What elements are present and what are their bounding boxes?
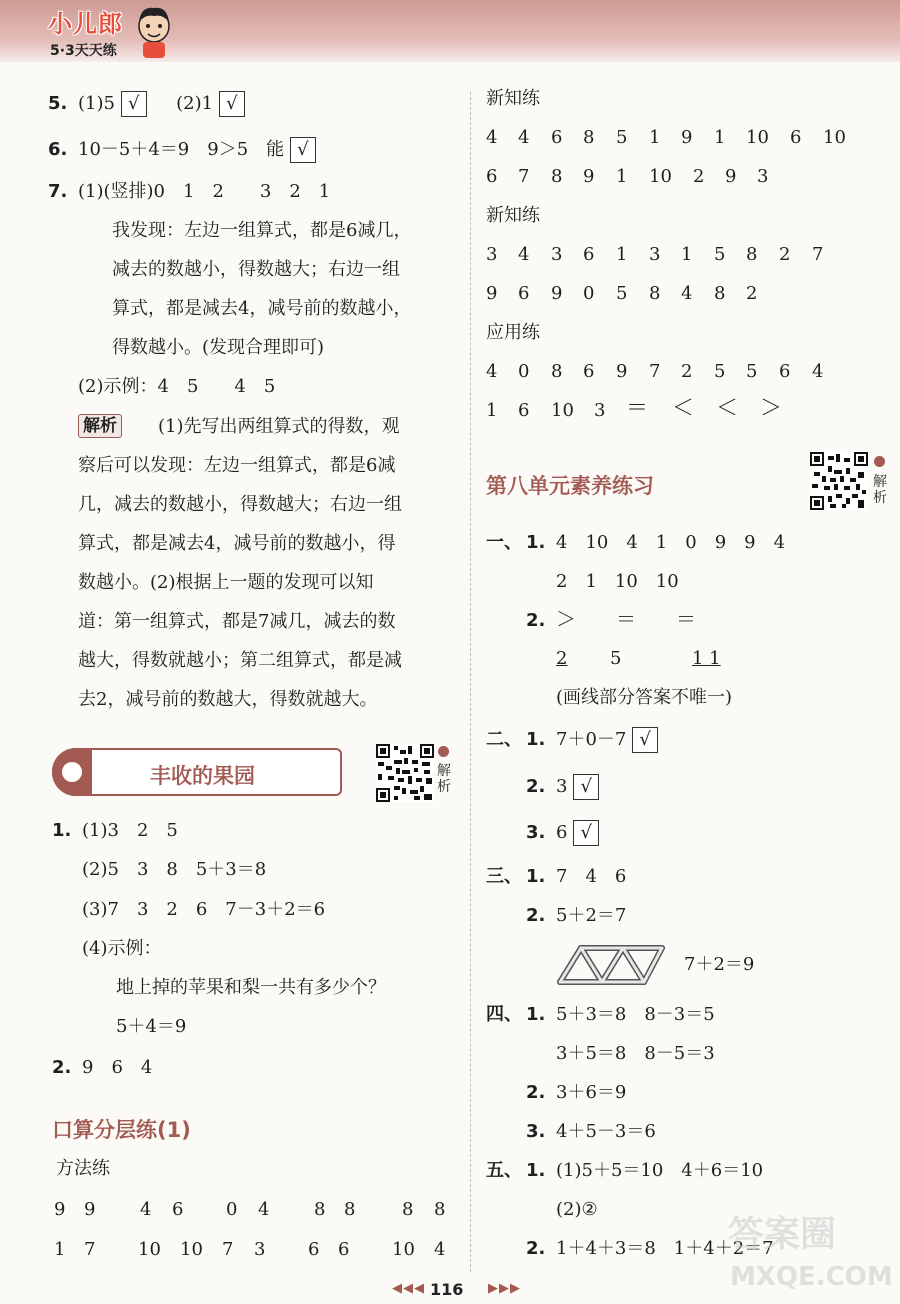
oral-section-title: 口算分层练(1) bbox=[52, 1118, 191, 1142]
apply-cell: 0 bbox=[518, 361, 530, 382]
newknow1-cell: 1 bbox=[714, 127, 726, 148]
s4-label: 四、 bbox=[486, 1004, 522, 1025]
harvest-q2-answer: 9 6 4 bbox=[82, 1057, 153, 1078]
analysis-line: 去2，减号前的数越大，得数就越大。 bbox=[78, 689, 378, 710]
newknow2-title: 新知练 bbox=[486, 205, 540, 226]
apply-cell: 6 bbox=[779, 361, 791, 382]
newknow1-cell: 4 bbox=[486, 127, 498, 148]
harvest-line: (3)7 3 2 6 7－3＋2＝6 bbox=[82, 899, 326, 920]
newknow2-cell: 7 bbox=[812, 244, 824, 265]
q5-part1: (1)5 bbox=[78, 93, 115, 114]
oral-cell: 7 bbox=[222, 1239, 234, 1260]
q7-part1: (1)(竖排)0 1 2 3 2 1 bbox=[78, 181, 331, 202]
watermark-text: 答案圈 bbox=[728, 1214, 837, 1255]
s1-q1-number: 1. bbox=[526, 532, 546, 553]
s3-q2-new-equation: 7＋2＝9 bbox=[684, 954, 755, 975]
newknow1-cell: 8 bbox=[551, 166, 563, 187]
newknow1-cell: 10 bbox=[823, 127, 846, 148]
apply-cell: ＜ bbox=[672, 396, 695, 421]
s2-q2-text: 3 bbox=[556, 776, 568, 797]
s4-q3-number: 3. bbox=[526, 1121, 546, 1142]
analysis-line: (1)先写出两组算式的得数，观 bbox=[158, 416, 400, 437]
newknow2-cell: 3 bbox=[486, 244, 498, 265]
q7-discover-line: 得数越小。(发现合理即可) bbox=[112, 337, 325, 358]
newknow1-cell: 10 bbox=[746, 127, 769, 148]
newknow2-cell: 4 bbox=[681, 283, 693, 304]
s2-q3-number: 3. bbox=[526, 822, 546, 843]
s2-label: 二、 bbox=[486, 729, 522, 750]
oral-subtitle: 方法练 bbox=[56, 1158, 110, 1179]
apply-cell: 9 bbox=[616, 361, 628, 382]
apply-cell: ＜ bbox=[716, 396, 739, 421]
newknow2-cell: 1 bbox=[616, 244, 628, 265]
s4-q1-line: 3＋5＝8 8－5＝3 bbox=[556, 1043, 715, 1064]
analysis-line: 数越小。(2)根据上一题的发现可以知 bbox=[78, 572, 374, 593]
s2-q2-number: 2. bbox=[526, 776, 546, 797]
s4-q1-line: 5＋3＝8 8－3＝5 bbox=[556, 1004, 715, 1025]
banner-dot-icon bbox=[62, 762, 82, 782]
s3-q2-answer: 5＋2＝7 bbox=[556, 905, 627, 926]
check-box: √ bbox=[632, 727, 658, 753]
apply-cell: 10 bbox=[551, 400, 574, 421]
oral-cell: 4 bbox=[434, 1239, 446, 1260]
apply-cell: 5 bbox=[714, 361, 726, 382]
harvest-q2-number: 2. bbox=[52, 1057, 72, 1078]
apply-cell: 6 bbox=[583, 361, 595, 382]
newknow1-cell: 9 bbox=[725, 166, 737, 187]
newknow2-cell: 4 bbox=[518, 244, 530, 265]
q7-number: 7. bbox=[48, 181, 68, 202]
harvest-example-answer: 5＋4＝9 bbox=[116, 1016, 187, 1037]
oral-cell: 9 bbox=[84, 1199, 96, 1220]
newknow1-cell: 9 bbox=[681, 127, 693, 148]
analysis-line: 道：第一组算式，都是7减几，减去的数 bbox=[78, 611, 396, 632]
s1-q2-answer: 2 bbox=[556, 648, 568, 669]
newknow2-cell: 5 bbox=[714, 244, 726, 265]
brand-logo: 小儿郎 bbox=[48, 10, 123, 38]
q7-discover-line: 减去的数越小，得数越大；右边一组 bbox=[112, 259, 400, 280]
newknow2-cell: 1 bbox=[681, 244, 693, 265]
s1-q2-line: ＞ ＝ ＝ bbox=[556, 607, 696, 631]
apply-cell: 4 bbox=[812, 361, 824, 382]
newknow2-cell: 8 bbox=[649, 283, 661, 304]
newknow1-cell: 10 bbox=[649, 166, 672, 187]
newknow2-cell: 3 bbox=[649, 244, 661, 265]
play-icon bbox=[874, 456, 885, 467]
s1-q2-note: (画线部分答案不唯一) bbox=[556, 687, 733, 708]
analysis-line: 越大，得数就越小；第二组算式，都是减 bbox=[78, 650, 402, 671]
oral-cell: 6 bbox=[172, 1199, 184, 1220]
harvest-example-question: 地上掉的苹果和梨一共有多少个？ bbox=[116, 977, 386, 998]
newknow1-cell: 8 bbox=[583, 127, 595, 148]
q6-answer bbox=[78, 137, 316, 163]
s3-q1-answer: 7 4 6 bbox=[556, 866, 627, 887]
harvest-line: (2)5 3 8 5＋3＝8 bbox=[82, 859, 267, 880]
apply-cell: 7 bbox=[649, 361, 661, 382]
apply-cell: 3 bbox=[594, 400, 606, 421]
check-box: √ bbox=[219, 91, 245, 117]
s5-q2-number: 2. bbox=[526, 1238, 546, 1259]
play-icon bbox=[438, 746, 449, 757]
s1-q2-number: 2. bbox=[526, 610, 546, 631]
analysis-line: 算式，都是减去4，减号前的数越小，得 bbox=[78, 533, 396, 554]
q7-discover-line: 算式，都是减去4，减号前的数越小， bbox=[112, 298, 412, 319]
q5-part2: (2)1 bbox=[176, 93, 214, 114]
s2-q1-text: 7＋0－7 bbox=[556, 729, 627, 750]
analysis-line: 察后可以发现：左边一组算式，都是6减 bbox=[78, 455, 396, 476]
newknow2-cell: 6 bbox=[518, 283, 530, 304]
check-box: √ bbox=[573, 774, 599, 800]
s1-q1-line: 4 10 4 1 0 9 9 4 bbox=[556, 532, 786, 553]
apply-cell: ＞ bbox=[760, 396, 783, 421]
matchstick-triangles-icon bbox=[552, 942, 670, 988]
s4-q3-answer: 4＋5－3＝6 bbox=[556, 1121, 656, 1142]
s4-q2-answer: 3＋6＝9 bbox=[556, 1082, 627, 1103]
harvest-line: (1)3 2 5 bbox=[82, 820, 178, 841]
s2-q1-number: 1. bbox=[526, 729, 546, 750]
oral-cell: 8 bbox=[314, 1199, 326, 1220]
apply-title: 应用练 bbox=[486, 322, 540, 343]
newknow1-cell: 1 bbox=[649, 127, 661, 148]
oral-cell: 8 bbox=[434, 1199, 446, 1220]
s5-q2-answer: 1＋4＋3＝8 1＋4＋2＝7 bbox=[556, 1238, 774, 1259]
newknow2-cell: 5 bbox=[616, 283, 628, 304]
apply-cell: 4 bbox=[486, 361, 498, 382]
mascot-icon bbox=[133, 4, 175, 60]
analysis-line: 几，减去的数越小，得数越大；右边一组 bbox=[78, 494, 402, 515]
s2-q3-answer bbox=[556, 820, 599, 846]
oral-cell: 4 bbox=[140, 1199, 152, 1220]
s1-q2-answer: 5 bbox=[610, 648, 622, 669]
s4-q1-number: 1. bbox=[526, 1004, 546, 1025]
s5-q1-line: (2)② bbox=[556, 1199, 598, 1220]
newknow2-cell: 2 bbox=[779, 244, 791, 265]
q7-discover-line: 我发现：左边一组算式，都是6减几， bbox=[112, 220, 412, 241]
q6-text: 10－5＋4＝9 9＞5 能 bbox=[78, 139, 285, 160]
q5-number: 5. bbox=[48, 93, 68, 114]
newknow2-cell: 9 bbox=[486, 283, 498, 304]
qr-code-icon[interactable] bbox=[376, 744, 434, 802]
newknow1-cell: 6 bbox=[486, 166, 498, 187]
apply-cell: 5 bbox=[746, 361, 758, 382]
analysis-tag: 解析 bbox=[78, 414, 122, 438]
s3-label: 三、 bbox=[486, 866, 522, 887]
newknow1-cell: 9 bbox=[583, 166, 595, 187]
oral-cell: 3 bbox=[254, 1239, 266, 1260]
newknow2-cell: 0 bbox=[583, 283, 595, 304]
s1-q2-answer: 1 1 bbox=[692, 648, 721, 669]
oral-cell: 6 bbox=[308, 1239, 320, 1260]
column-divider bbox=[470, 92, 471, 1272]
s2-q2-answer bbox=[556, 774, 599, 800]
apply-cell: 6 bbox=[518, 400, 530, 421]
newknow2-cell: 2 bbox=[746, 283, 758, 304]
oral-cell: 9 bbox=[54, 1199, 66, 1220]
check-box: √ bbox=[573, 820, 599, 846]
s4-q2-number: 2. bbox=[526, 1082, 546, 1103]
newknow2-cell: 6 bbox=[583, 244, 595, 265]
apply-cell: 2 bbox=[681, 361, 693, 382]
apply-cell: 8 bbox=[551, 361, 563, 382]
next-arrows-icon: ▶▶▶ bbox=[488, 1281, 521, 1296]
oral-cell: 4 bbox=[258, 1199, 270, 1220]
oral-cell: 1 bbox=[54, 1239, 66, 1260]
newknow2-cell: 8 bbox=[746, 244, 758, 265]
s2-q1-answer bbox=[556, 727, 658, 753]
qr-code-icon[interactable] bbox=[810, 452, 868, 510]
page-number: 116 bbox=[430, 1280, 464, 1299]
oral-cell: 0 bbox=[226, 1199, 238, 1220]
watermark-url: MXQE.COM bbox=[730, 1262, 893, 1292]
banner-title: 丰收的果园 bbox=[150, 764, 255, 788]
newknow2-cell: 8 bbox=[714, 283, 726, 304]
series-name: 5·3天天练 bbox=[50, 43, 117, 59]
oral-cell: 8 bbox=[402, 1199, 414, 1220]
unit-title: 第八单元素养练习 bbox=[486, 474, 654, 498]
newknow1-cell: 2 bbox=[693, 166, 705, 187]
newknow1-cell: 3 bbox=[757, 166, 769, 187]
newknow1-title: 新知练 bbox=[486, 88, 540, 109]
s3-q2-number: 2. bbox=[526, 905, 546, 926]
newknow1-cell: 6 bbox=[790, 127, 802, 148]
s1-q1-line: 2 1 10 10 bbox=[556, 571, 679, 592]
qr-label: 解析 bbox=[437, 763, 451, 795]
newknow1-cell: 7 bbox=[518, 166, 530, 187]
s2-q3-text: 6 bbox=[556, 822, 568, 843]
s3-q1-number: 1. bbox=[526, 866, 546, 887]
newknow1-cell: 4 bbox=[518, 127, 530, 148]
oral-cell: 8 bbox=[344, 1199, 356, 1220]
s5-q1-number: 1. bbox=[526, 1160, 546, 1181]
newknow2-cell: 9 bbox=[551, 283, 563, 304]
s5-label: 五、 bbox=[486, 1160, 522, 1181]
s5-q1-line: (1)5＋5＝10 4＋6＝10 bbox=[556, 1160, 764, 1181]
apply-cell: 1 bbox=[486, 400, 498, 421]
q5-answer bbox=[78, 91, 245, 117]
q6-number: 6. bbox=[48, 139, 68, 160]
newknow2-cell: 3 bbox=[551, 244, 563, 265]
oral-cell: 7 bbox=[84, 1239, 96, 1260]
newknow1-cell: 5 bbox=[616, 127, 628, 148]
check-box: √ bbox=[121, 91, 147, 117]
newknow1-cell: 1 bbox=[616, 166, 628, 187]
newknow1-cell: 6 bbox=[551, 127, 563, 148]
prev-arrows-icon: ◀◀◀ bbox=[392, 1281, 425, 1296]
q7-part2: (2)示例：4 5 4 5 bbox=[78, 376, 276, 397]
harvest-line: (4)示例： bbox=[82, 938, 162, 959]
oral-cell: 10 bbox=[180, 1239, 203, 1260]
oral-cell: 6 bbox=[338, 1239, 350, 1260]
qr-label: 解析 bbox=[873, 474, 887, 506]
harvest-q1-number: 1. bbox=[52, 820, 72, 841]
oral-cell: 10 bbox=[392, 1239, 415, 1260]
s1-label: 一、 bbox=[486, 532, 522, 553]
apply-cell: ＝ bbox=[626, 396, 649, 421]
check-box: √ bbox=[290, 137, 316, 163]
oral-cell: 10 bbox=[138, 1239, 161, 1260]
